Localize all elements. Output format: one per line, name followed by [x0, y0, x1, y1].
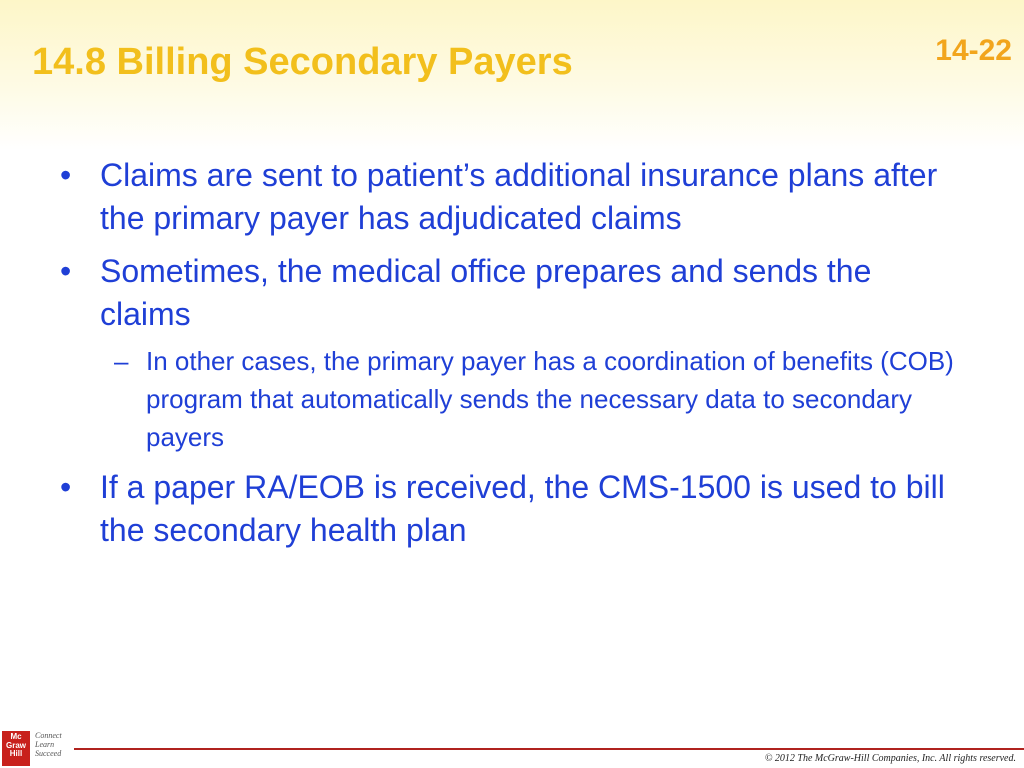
bullet-text: Claims are sent to patient’s additional insurance plans after the primary payer has adjudicated claims — [100, 157, 938, 236]
tagline-line: Succeed — [35, 749, 62, 758]
logo-line: Mc — [10, 732, 22, 741]
tagline-line: Connect — [35, 731, 62, 740]
logo-line: Graw — [5, 740, 26, 750]
bullet-text: Sometimes, the medical office prepares and sends the claims — [100, 253, 872, 332]
logo-line: Hill — [9, 749, 23, 758]
bullet-list — [58, 154, 958, 562]
logo-tagline — [35, 731, 80, 758]
sub-bullet-marker: – — [114, 346, 129, 376]
mcgraw-hill-logo — [2, 731, 30, 766]
sub-bullet-list — [100, 342, 958, 456]
slide-number: 14-22 — [935, 34, 1012, 67]
footer-rule — [74, 748, 1024, 750]
slide-title: 14.8 Billing Secondary Payers — [32, 41, 573, 83]
bullet-marker: • — [60, 469, 72, 505]
sub-bullet-item — [100, 342, 958, 456]
bullet-marker: • — [60, 253, 72, 289]
footer-copyright: © 2012 The McGraw-Hill Companies, Inc. All rights reserved. — [764, 753, 1016, 764]
bullet-item — [58, 250, 958, 456]
bullet-text: If a paper RA/EOB is received, the CMS-1500 is used to bill the secondary health plan — [100, 469, 945, 548]
bullet-item — [58, 154, 958, 240]
tagline-line: Learn — [35, 740, 55, 749]
bullet-item — [58, 466, 958, 552]
bullet-marker: • — [60, 157, 72, 193]
sub-bullet-text: In other cases, the primary payer has a coordination of benefits (COB) program that automatically sends the necessary data to secondary payers — [146, 346, 954, 452]
